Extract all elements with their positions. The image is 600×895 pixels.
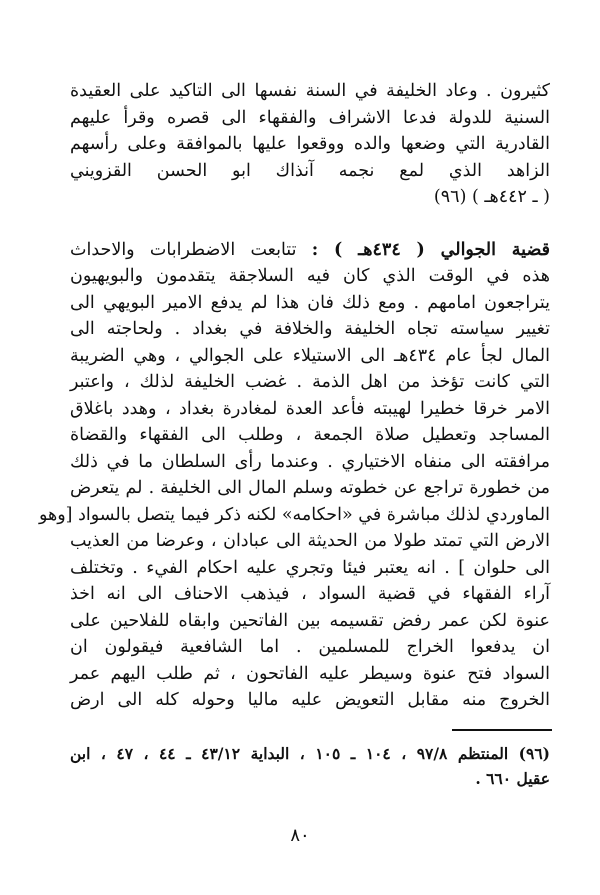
text-line: الخروج منه مقابل التعويض عليه ماليا وحوله كله الى ارض bbox=[70, 690, 550, 710]
paragraph-2 bbox=[38, 237, 550, 714]
text-line: كثيرون . وعاد الخليفة في السنة نفسها الى التاكيد على العقيدة bbox=[70, 81, 550, 101]
text-line: عنوة لكن عمر رفض تقسيمه بين الفاتحين وابقاه للفلاحين على bbox=[70, 610, 550, 631]
text-line: آراء الفقهاء في قضية السواد ، فيذهب الاحناف الى انه اخذ bbox=[70, 584, 550, 604]
text-line: تغيير سياسته تجاه الخليفة والخلافة في بغداد . ولحاجته الى bbox=[70, 319, 550, 339]
text-run: تتابعت الاضطرابات والاحداث bbox=[70, 239, 297, 260]
text-line: من خطورة تراجع عن خطوته وسلم المال الى الخليفة . لم يتعرض bbox=[70, 478, 550, 498]
text-line: مرافقته الى منفاه الاختياري . وعندما رأى السلطان ما في ذلك bbox=[70, 451, 550, 472]
text-line: الماوردي لذلك مباشرة في «احكامه» لكنه ذكر فيما يتصل بالسواد [وهو bbox=[38, 504, 550, 525]
text-line-with-heading bbox=[70, 237, 550, 264]
text-line: ( ـ ٤٤٢هـ ) (٩٦) bbox=[433, 187, 550, 207]
text-line: الزاهد الذي لمع نجمه آنذاك ابو الحسن القزويني bbox=[70, 160, 550, 181]
text-line: ان يدفعوا الخراج للمسلمين . اما الشافعية فيقولون ان bbox=[70, 637, 550, 657]
text-line: يتراجعون امامهم . ومع ذلك فان هذا لم يدفع الامير البويهي الى bbox=[70, 292, 550, 313]
paragraph-1 bbox=[70, 78, 550, 211]
text-line: الامر خرقا خطيرا لهيبته فأعد العدة لمغادرة بغداد ، وهدد باغلاق bbox=[70, 398, 550, 419]
footnote bbox=[70, 741, 550, 791]
text-line: السنية للدولة فدعا الاشراف والفقهاء الى قصره وقرأ عليهم bbox=[70, 107, 550, 128]
text-line: المال لجأ عام ٤٣٤هـ الى الاستيلاء على الجوالي ، وهي الضريبة bbox=[70, 345, 550, 366]
footnote-line: عقيل ٦٦٠ . bbox=[475, 769, 550, 788]
text-line: هذه في الوقت الذي كان فيه السلاجقة يتقدمون والبويهيون bbox=[70, 266, 550, 286]
text-line: المساجد وتعطيل صلاة الجمعة ، وطلب الى الفقهاء والقضاة bbox=[70, 425, 550, 445]
main-text bbox=[38, 78, 550, 714]
footnote-separator bbox=[452, 729, 552, 731]
text-line: القادرية التي وضعها والده ووقعوا عليها بالموافقة وعلى رأسهم bbox=[70, 134, 550, 154]
text-line: الارض التي تمتد طولا من الحديثة الى عبادان ، وعرضا من العذيب bbox=[70, 531, 550, 551]
text-line: التي كانت تؤخذ من اهل الذمة . غضب الخليفة لذلك ، واعتبر bbox=[70, 372, 550, 392]
page-number: ٨٠ bbox=[290, 825, 310, 846]
section-heading: قضية الجوالي ( ٤٣٤هـ ) : bbox=[311, 239, 550, 260]
footnote-line: (٩٦) المنتظم ٩٧/٨ ، ١٠٤ ـ ١٠٥ ، البداية ٤٣/١٢ ـ ٤٤ ، ٤٧ ، ابن bbox=[70, 744, 550, 763]
text-line: السواد فتح عنوة وسيطر عليه الفاتحون ، ثم طلب اليهم عمر bbox=[70, 663, 550, 684]
text-line: الى حلوان ] . انه يعتبر فيئا وتجري عليه احكام الفيء . وتختلف bbox=[70, 557, 550, 578]
